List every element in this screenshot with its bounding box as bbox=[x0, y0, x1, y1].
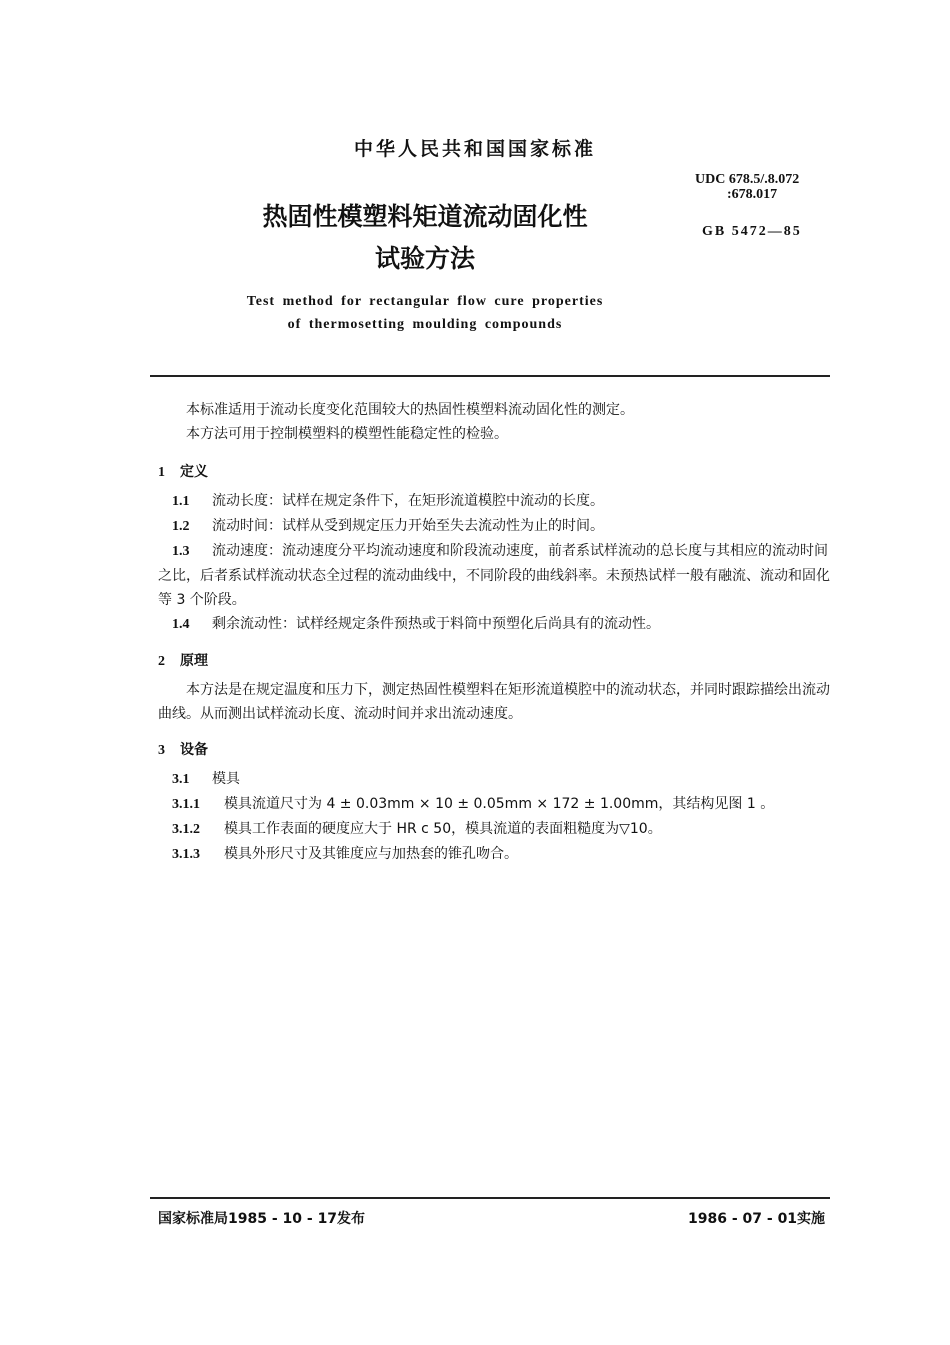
item-3-1-3 bbox=[158, 842, 830, 867]
issue-date: 国家标准局1985 - 10 - 17发布 bbox=[158, 1211, 366, 1227]
item-3-1-1 bbox=[158, 792, 830, 817]
title-line-1: 热固性模塑料矩道流动固化性 bbox=[262, 202, 588, 231]
english-title-line-1: Test method for rectangular flow cure properties bbox=[246, 294, 604, 309]
item-1-1 bbox=[158, 489, 830, 514]
item-1-2-number: 1.2 bbox=[172, 519, 190, 534]
item-1-1-number: 1.1 bbox=[172, 494, 190, 509]
gb-number: GB 5472—85 bbox=[702, 224, 802, 239]
section-1-heading bbox=[158, 460, 830, 485]
item-1-4-number: 1.4 bbox=[172, 617, 190, 632]
section-2-heading bbox=[158, 649, 830, 674]
intro-paragraph-1: 本标准适用于流动长度变化范围较大的热固性模塑料流动固化性的测定。 bbox=[186, 402, 634, 418]
item-3-1-3-text: 模具外形尺寸及其锥度应与加热套的锥孔吻合。 bbox=[224, 846, 518, 862]
document-body bbox=[158, 398, 830, 867]
title-line-2: 试验方法 bbox=[374, 244, 475, 273]
item-3-1-2-number: 3.1.2 bbox=[172, 822, 200, 837]
section-1-title: 定义 bbox=[180, 464, 208, 480]
item-1-3-number: 1.3 bbox=[172, 544, 190, 559]
section-3-title: 设备 bbox=[180, 742, 208, 758]
section-3-heading bbox=[158, 738, 830, 763]
item-3-1-number: 3.1 bbox=[172, 772, 190, 787]
section-1-number: 1 bbox=[158, 465, 165, 480]
section-2-title: 原理 bbox=[180, 653, 208, 669]
top-divider bbox=[150, 375, 830, 377]
item-1-1-text: 流动长度：试样在规定条件下，在矩形流道模腔中流动的长度。 bbox=[212, 493, 604, 509]
item-1-4 bbox=[158, 612, 830, 637]
item-1-3-text: 流动速度：流动速度分平均流动速度和阶段流动速度，前者系试样流动的总长度与其相应的流动时间之比，后者系试样流动状态全过程的流动曲线中，不同阶段的曲线斜率。未预热试样一般有融流、流动和固化等 3 个阶段。 bbox=[158, 543, 830, 608]
document-title bbox=[0, 196, 850, 280]
item-1-2 bbox=[158, 514, 830, 539]
national-standard-heading: 中华人民共和国国家标准 bbox=[353, 138, 596, 160]
item-3-1-text: 模具 bbox=[212, 771, 240, 787]
item-3-1-1-number: 3.1.1 bbox=[172, 797, 200, 812]
section-2-paragraph: 本方法是在规定温度和压力下，测定热固性模塑料在矩形流道模腔中的流动状态，并同时跟踪描绘出流动曲线。从而测出试样流动长度、流动时间并求出流动速度。 bbox=[158, 682, 830, 722]
item-1-3 bbox=[158, 539, 830, 612]
intro-paragraph-2: 本方法可用于控制模塑料的模塑性能稳定性的检验。 bbox=[186, 426, 508, 442]
item-3-1 bbox=[158, 767, 830, 792]
item-3-1-2-text: 模具工作表面的硬度应大于 HR c 50，模具流道的表面粗糙度为▽10。 bbox=[224, 821, 662, 837]
effective-date: 1986 - 07 - 01实施 bbox=[688, 1211, 826, 1227]
item-1-2-text: 流动时间：试样从受到规定压力开始至失去流动性为止的时间。 bbox=[212, 518, 604, 534]
item-3-1-2 bbox=[158, 817, 830, 842]
english-title-line-2: of thermosetting moulding compounds bbox=[287, 317, 563, 332]
item-1-4-text: 剩余流动性：试样经规定条件预热或于料筒中预塑化后尚具有的流动性。 bbox=[212, 616, 660, 632]
english-title bbox=[0, 290, 850, 336]
item-3-1-1-text: 模具流道尺寸为 4 ± 0.03mm × 10 ± 0.05mm × 172 ± 1.00mm，其结构见图 1 。 bbox=[224, 796, 775, 812]
section-2-number: 2 bbox=[158, 654, 165, 669]
item-3-1-3-number: 3.1.3 bbox=[172, 847, 200, 862]
udc-line-2: :678.017 bbox=[727, 187, 778, 202]
bottom-divider bbox=[150, 1197, 830, 1199]
udc-line-1: UDC 678.5/.8.072 bbox=[695, 172, 800, 187]
section-3-number: 3 bbox=[158, 743, 165, 758]
